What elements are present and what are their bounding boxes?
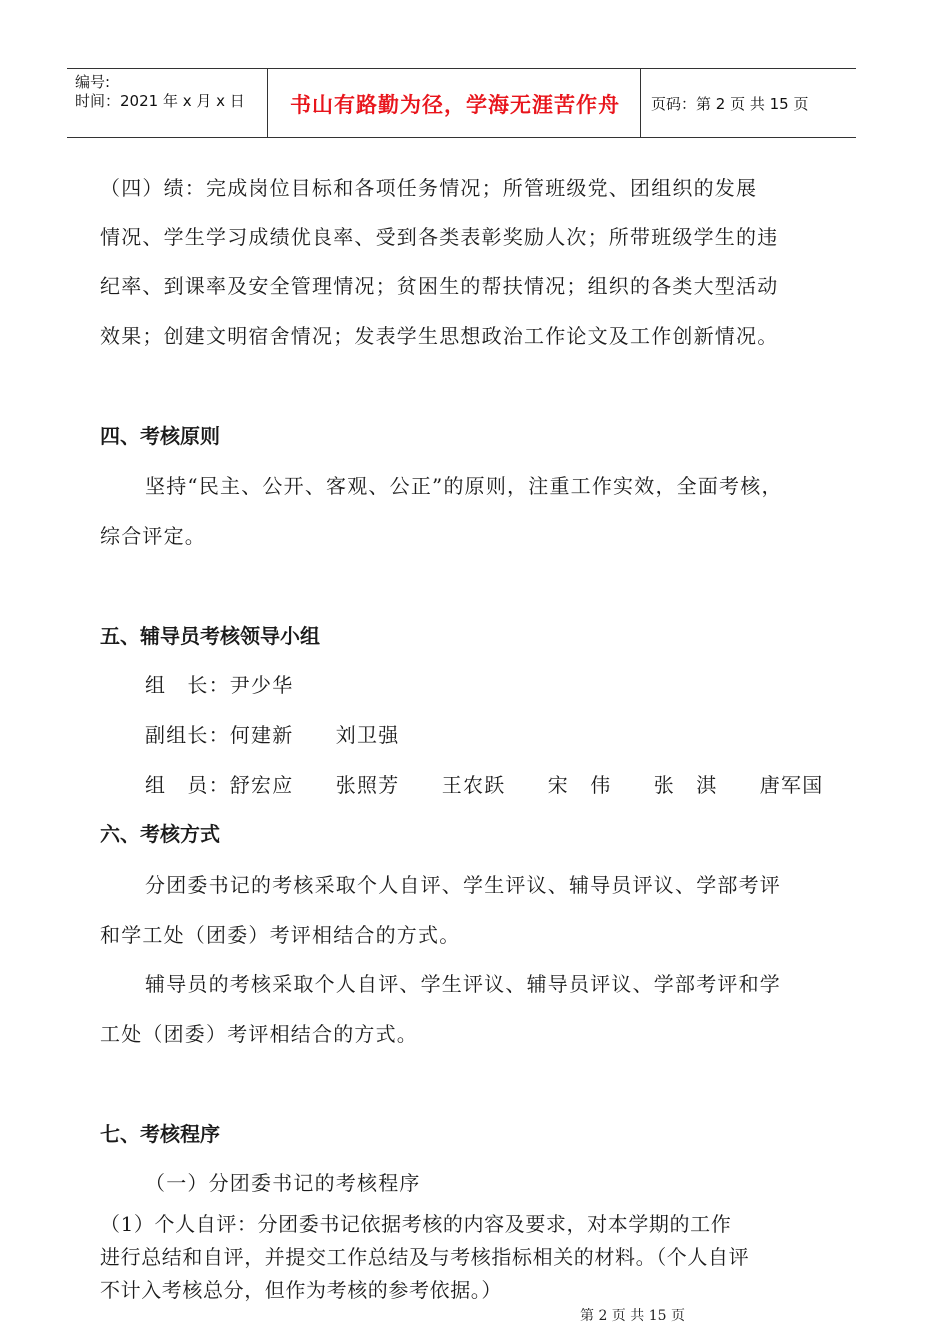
- paragraph-line: （四）绩：完成岗位目标和各项任务情况；所管班级党、团组织的发展: [100, 176, 758, 200]
- group-leader: 组 长：尹少华: [145, 673, 294, 697]
- group-vice-leader: 副组长：何建新 刘卫强: [145, 723, 400, 747]
- header-meta: [75, 73, 245, 111]
- paragraph-line: 坚持“民主、公开、客观、公正”的原则，注重工作实效，全面考核，: [145, 474, 783, 498]
- header-motto: 书山有路勤为径，学海无涯苦作舟: [290, 93, 620, 117]
- header-divider: [640, 69, 641, 137]
- header-page-info: 页码：第 2 页 共 15 页: [651, 95, 809, 113]
- page-footer: 第 2 页 共 15 页: [580, 1308, 685, 1324]
- paragraph-line: 纪率、到课率及安全管理情况；贫困生的帮扶情况；组织的各类大型活动: [100, 274, 779, 298]
- paragraph-line: 综合评定。: [100, 524, 206, 548]
- paragraph-line: （1）个人自评：分团委书记依据考核的内容及要求，对本学期的工作: [100, 1212, 732, 1236]
- header-divider: [267, 69, 268, 137]
- paragraph-line: 辅导员的考核采取个人自评、学生评议、辅导员评议、学部考评和学: [145, 972, 781, 996]
- section-heading: 四、考核原则: [100, 424, 220, 448]
- paragraph-line: 不计入考核总分，但作为考核的参考依据。）: [100, 1278, 502, 1302]
- paragraph-line: 工处（团委）考评相结合的方式。: [100, 1022, 418, 1046]
- section-heading: 六、考核方式: [100, 822, 220, 846]
- subsection-heading: （一）分团委书记的考核程序: [145, 1171, 421, 1195]
- paragraph-line: 和学工处（团委）考评相结合的方式。: [100, 923, 461, 947]
- header-number: 编号:: [75, 73, 111, 91]
- page-header: [67, 68, 856, 138]
- header-time: 时间：2021 年 x 月 x 日: [75, 92, 245, 110]
- paragraph-line: 分团委书记的考核采取个人自评、学生评议、辅导员评议、学部考评: [145, 873, 781, 897]
- section-heading: 五、辅导员考核领导小组: [100, 624, 320, 648]
- paragraph-line: 效果；创建文明宿舍情况；发表学生思想政治工作论文及工作创新情况。: [100, 324, 779, 348]
- group-members: 组 员：舒宏应 张照芳 王农跃 宋 伟 张 淇 唐军国: [145, 773, 824, 797]
- paragraph-line: 情况、学生学习成绩优良率、受到各类表彰奖励人次；所带班级学生的违: [100, 225, 779, 249]
- paragraph-line: 进行总结和自评，并提交工作总结及与考核指标相关的材料。（个人自评: [100, 1245, 750, 1269]
- section-heading: 七、考核程序: [100, 1122, 220, 1146]
